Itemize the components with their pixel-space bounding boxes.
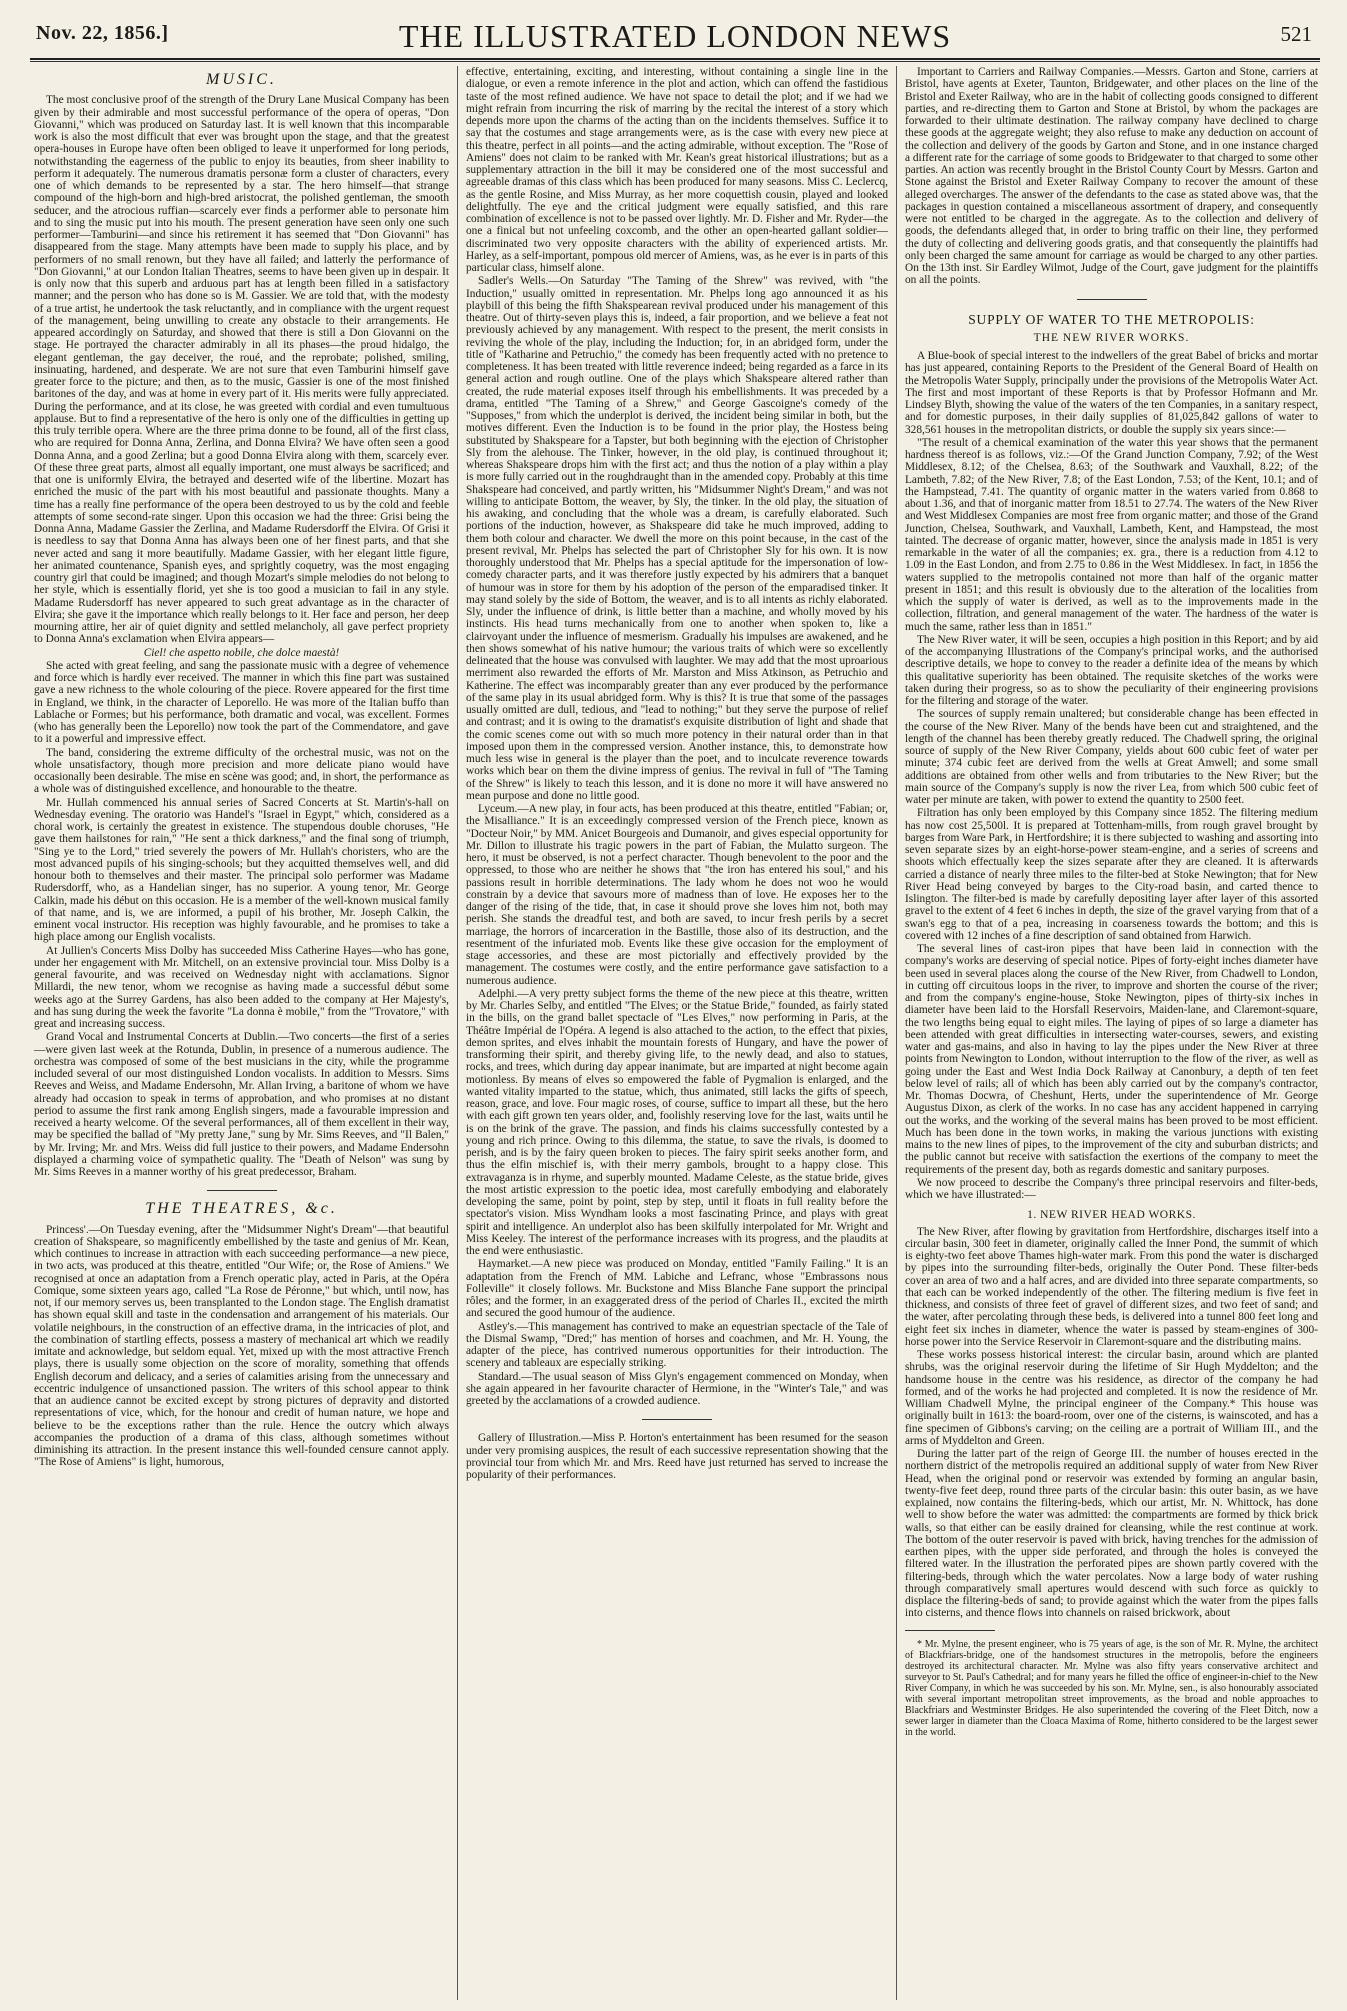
column-rule-2 (896, 66, 897, 2000)
water-heading: SUPPLY OF WATER TO THE METROPOLIS: (968, 311, 1255, 327)
water-paragraph: The New River water, it will be seen, occupies a high position in this Report; and by aid of the accompanying Illustrations of the Company's principal works, and the authorised descriptive details, we hope to convey to the reader a definite idea of the means by which this qualitative superiority has been obtained. The requisite sketches of the works were taken during their progress, so as to show the peculiarity of their engineering provisions for the filtering and storage of the water. (905, 633, 1318, 707)
masthead (30, 12, 1320, 60)
footnote-rule (905, 1630, 995, 1631)
theatres-paragraph: effective, entertaining, exciting, and interesting, without containing a single line in the dialogue, or even a remote inference in the plot and action, which can offend the fastidious taste of the most refined audience. We have not space to detail the plot; and if we had we might refrain from incurring the risk of marring by the recital the interest of a story which depends more upon the charms of the acting than on the incidents themselves. Suffice it to say that the costumes and stage arrangements were, as is the case with every new piece at this theatre, perfect in all points—and the acting admirable, without exception. The "Rose of Amiens" does not claim to be ranked with Mr. Kean's great historical illustrations; but as a supplementary attraction in the bill it may be considered one of the most successful and agreeable dramas of this class which has been produced for many seasons. Miss C. Leclercq, as the gentle Rosine, and Miss Murray, as her more coquettish cousin, played and looked delightfully. The eye and the critical judgment were equally satisfied, and this rare combination of excellence is not to be passed over lightly. Mr. D. Fisher and Mr. Ryder—the one a finical but not unfeeling coxcomb, and the other an open-hearted gallant soldier—discriminated two very opposite characters with the ability of experienced artists. Mr. Harley, as a self-important, pompous old mercer of Amiens, was, as he ever is in parts of this particular class, himself alone. (466, 66, 888, 274)
page-number: 521 (1280, 22, 1312, 46)
theatres-paragraph: Gallery of Illustration.—Miss P. Horton's entertainment has been resumed for the season under very promising auspices, the result of each successive representation showing that the provincial tour from which Mr. and Mrs. Reed have just returned has served to increase the popularity of their performances. (466, 1432, 888, 1481)
theatres-paragraph: Lyceum.—A new play, in four acts, has been produced at this theatre, entitled "Fabian; or, the Misalliance." It is an exceedingly compressed version of the French piece, known as "Docteur Noir," by MM. Anicet Bourgeois and Dumanoir, and gives especial opportunity for Mr. Dillon to illustrate his tragic powers in the part of Fabian, the Mulatto surgeon. The hero, it must be observed, is not a perfect character. Though benevolent to the poor and the oppressed, to those who are neither he shows that "the iron has entered his soul," and his passions result in horrible determinations. The lady whom he does not woo he would constrain by a device that savours more of madness than of love. He exposes her to the danger of the rising of the tide, that, in case it should prove she loves him not, both may perish. She stands the dreadful test, and both are saved, to incur fresh perils by a secret marriage, the horrors of incarceration in the Bastille, those also of its destruction, and the resentment of the infuriated mob. Events like these give occasion for the employment of stage accessories, and these are most pictorially and effectively provided by the management. The costumes were costly, and the entire performance gave satisfaction to a numerous audience. (466, 803, 888, 987)
water-quote: "The result of a chemical examination of the water this year shows that the permanent hardness thereof is as follows, viz.:—Of the Grand Junction Company, 7.92; of the West Middlesex, 8.12; of the Chelsea, 8.63; of the Southwark and Vauxhall, 8.22; of the Lambeth, 7.82; of the New River, 7.8; of the East London, 7.53; of the Kent, 10.1; and of the Hampstead, 7.41. The quantity of organic matter in the waters varied from 0.868 to about 1.36, and that of inorganic matter from 18.51 to 27.74. The waters of the New River and West Middlesex Companies are most free from organic matter; and those of the Grand Junction, Chelsea, Southwark, and Vauxhall, Lambeth, Kent, and Hampstead, the most tainted. The decrease of organic matter, however, since the analysis made in 1851 is very remarkable in the water of all the companies; ex. gra., there is a reduction from 4.12 to 1.09 in the East London, and from 2.75 to 0.86 in the West Middlesex. In fact, in 1856 the waters supplied to the metropolis contained not more than half of the organic matter present in 1851; and this result is obviously due to the alteration of the localities from which the supply of water is derived, as well as to the improvements made in the collection, filtration, and general management of the water. The hardness of the water is much the same, rather less than in 1851." (905, 436, 1318, 633)
theatres-paragraph: Adelphi.—A very pretty subject forms the theme of the new piece at this theatre, written by Mr. Charles Selby, and entitled "The Elves; or the Statue Bride," founded, as fairly stated in the bills, on the grand ballet spectacle of "Les Elves," now performing in Paris, at the Théâtre Impérial de l'Opéra. A legend is also attached to the action, to the effect that pixies, demon sprites, and elves inhabit the mountain forests of Hungary, and have the power of transforming their spirit, and thereby giving life, to the newly dead, and also to statues, rocks, and trees, which during day appear inanimate, but are imparted at night become again motionless. By means of elves so empowered the fable of Pygmalion is enlarged, and the wanted vitality imparted to the statue, which, thus animated, still lacks the gifts of speech, reason, grace, and love. Four magic roses, of course, suffice to impart all these, but the hero with each gift grown ten years older, and, foolishly reserving love for the last, waits until he is on the brink of the grave. The passion, and finds his claims successfully contested by a young and rich prince. Owing to this dilemma, the statue, to save the rivals, is doomed to perish, and is by the fairy queen broken to pieces. The fairy spirit seeks another form, and thus the elfin mischief is, with their merry gambols, brought to a happy close. This extravaganza is in rhyme, and superbly mounted. Madame Celeste, as the statue bride, gives the most artistic expression to the poetic idea, most carefully embodying and elaborately developing the same, point by point, step by step, until it floats in full reality before the spectator's vision. Miss Wyndham looks a most fascinating Prince, and plays with great spirit and intelligence. An underplot also has been skilfully interpolated for Mr. Wright and Miss Keeley. The interest of the performance increases with its progress, and the plaudits at the end were enthusiastic. (466, 987, 888, 1257)
theatres-paragraph: Standard.—The usual season of Miss Glyn's engagement commenced on Monday, when she again appeared in her favourite character of Hermione, in the "Winter's Tale," and was greeted by the acclamations of a crowded audience. (466, 1370, 888, 1407)
column-2 (466, 66, 888, 1996)
section-divider (207, 1190, 277, 1191)
music-paragraph: She acted with great feeling, and sang the passionate music with a degree of vehemence and force which is hardly ever received. The manner in which this fine part was sustained gave a new richness to the whole colouring of the piece. Rovere appeared for the first time in England, we think, in the character of Leporello. He was more of the Italian buffo than Lablache or Formes; but his performance, both dramatic and vocal, was excellent. Formes (who has generally been the Leporello) now took the part of the Commendatore, and gave to it a powerful and impressive effect. (34, 659, 449, 746)
column-rule-1 (457, 66, 458, 2000)
theatres-paragraph: Sadler's Wells.—On Saturday "The Taming of the Shrew" was revived, with "the Induction," usually omitted in representation. Mr. Phelps long ago announced it as his playbill of this being the fifth Shakspearean revival produced under his management of this theatre. Out of thirty-seven plays this is, indeed, a fair proportion, and we believe a feat not previously achieved by any management. With respect to the present, the merit consists in reviving the whole of the play, including the Induction; for, in an abridged form, under the title of "Katharine and Petruchio," the comedy has been frequently acted with no pretence to completeness. It has been treated with little reverence indeed; being regarded as a farce in its general action and rough outline. One of the plays which Shakspeare altered rather than created, the rude material exposes itself through his embellishments. It was preceded by a drama, entitled "The Taming of a Shrew," and George Gascoigne's comedy of the "Supposes," from which the underplot is derived, the incident being similar in both, but the motives different. Even the Induction is to be found in the prior play, the Hostess being substituted by Shakspeare for a Tapster, but both beginning with the ejection of Christopher Sly from the alehouse. The Tinker, however, in the old play, is continued throughout it; whereas Shakspeare drops him with the first act; and thus the notion of a play within a play is more fully carried out in the roughdraught than in the amended copy. Probably at this time Shakspeare had conceived, and partly written, his "Midsummer Night's Dream," and was not willing to anticipate Bottom, the weaver, by Sly, the tinker. In the old play, the situation of his awaking, and concluding that the whole was a dream, is carefully elaborated. Such portions of the induction, however, as Shakspeare did take he much improved, adding to them both colour and character. We dwell the more on this point because, in the cast of the present revival, Mr. Phelps has selected the part of Christopher Sly for his own. It is now thoroughly understood that Mr. Phelps has a special aptitude for the impersonation of low-comedy character parts, and it was therefore justly expected by his admirers that a banquet of humour was in store for them by his adoption of the person of the emparadised tinker. It may stand solely by the side of Bottom, the weaver, and is to all intents as richly elaborated. Sly, under the influence of drink, is little better than a machine, and wholly moved by his instincts. His head turns mechanically from one to another when spoken to, like a clairvoyant under the influence of mesmerism. Gradually his impulses are awakened, and he then shows somewhat of his native humour; the various traits of which were so excellently delineated that the house was convulsed with laughter. We may add that the most uproarious merriment also rewarded the efforts of Mr. Marston and Miss Atkinson, as Petruchio and Katherine. The effect was incomparably greater than any ever produced by the performance of the same play in its usual abridged form. Why is this? It is true that some of the passages usually omitted are dull, tedious, and "lead to nothing;" but they serve the purpose of relief and contrast; and it is owing to the dramatist's exquisite distribution of light and shade that the comic scenes come out with so much more potency in their natural order than in that imposed upon them in the compressed version. Another instance, this, to demonstrate how much less wise in general is the player than the poet, and to inculcate reverence towards works which bear on them the divine impress of genius. The revival in full of "The Taming of the Shrew" is likely to teach this lesson, and it is done no more it will have answered no mean purpose and done no little good. (466, 275, 888, 802)
music-paragraph: The band, considering the extreme difficulty of the orchestral music, was not on the whole unsatisfactory, though more precision and more delicate piano would have occasionally been desirable. The mise en scène was good; and, in short, the performance as a whole was of distinguished excellence, and honourable to the theatre. (34, 746, 449, 796)
theatres-heading: THE THEATRES, &c. (145, 1200, 338, 1218)
water-paragraph: The New River, after flowing by gravitation from Hertfordshire, discharges itself into a circular basin, 300 feet in diameter, originally called the Inner Pond, the summit of which is eighty-two feet above Thames high-water mark. From this pond the water is discharged by pipes into the surrounding filter-beds, originally the Outer Pond. These filter-beds cover an area of two and a half acres, and are divided into three separate compartments, so that each can be worked independently of the other. The filtering medium is five feet in thickness, and consists of three feet of gravel of different sizes, and two feet of sand; and the water, after percolating through these beds, is delivered into a tunnel 800 feet long and eight feet six inches in diameter, whence the water is passed by steam-engines of 300-horse power into the Service Reservoir in Claremont-square and the distributing mains. (905, 1225, 1318, 1348)
notice-paragraph: Important to Carriers and Railway Companies.—Messrs. Garton and Stone, carriers at Bristol, have agents at Exeter, Taunton, Bridgewater, and other places on the line of the Bristol and Exeter Railway, who are in the habit of collecting goods consigned to different parties, and re-directing them to Garton and Stone at Bristol, by whom the packages are forwarded to their ultimate destination. The railway company have declined to charge these goods at the aggregate weight; they also refuse to make any deduction on account of the collection and delivery of the goods by Garton and Stone, and in one instance charged a different rate for the carriage of some goods to Bridgewater to that charged to some other parties. An action was recently brought in the Bristol County Court by Messrs. Garton and Stone against the Bristol and Exeter Railway Company to recover the amount of these alleged overcharges. The answer of the defendants to the case as stated above was, that the packages in question contained a miscellaneous assortment of drapery, and consequently were not entitled to be charged in the aggregate. As to the collection and delivery of goods, the defendants alleged that, in order to bring traffic on their line, they performed the duty of collecting and delivering goods gratis, and that consequently the plaintiffs had only been charged the same amount for carriage as would be charged to any other parties. On the 13th inst. Sir Eardley Wilmot, Judge of the Court, gave judgment for the plaintiffs on all the points. (905, 66, 1318, 287)
water-paragraph: The several lines of cast-iron pipes that have been laid in connection with the company's works are deserving of special notice. Pipes of forty-eight inches diameter have been used in several places along the course of the New River, from Chadwell to London, in cutting off circuitous loops in the river, to improve and shorten the course of the river; and from the company's engine-house, Stoke Newington, pipes of thirty-six inches in diameter have been laid to the Horsfall Reservoirs, Maiden-lane, and Claremont-square, the two lengths being equal to eight miles. The laying of pipes of so large a diameter has been attended with great difficulties in intersecting water-courses, sewers, and existing water and gas-mains, and also in having to lay the pipes under the New River at three points from Newington to London, without interruption to the flow of the river, as well as going under the East and West India Dock Railway at Canonbury, a depth of ten feet below level of rails; all of which has been ably carried out by the company's contractor, Mr. Thomas Docwra, of Cheshunt, Herts, under the superintendence of Mr. George Augustus Dixon, as clerk of the works. In no case has any accident happened in carrying out the works, and the working of the several mains has been proved to be most efficient. Much has been done in the town works, in making the various junctions with existing mains to the new lines of pipes, to the improvement of the city and suburban districts; and the public cannot but receive with satisfaction the exertions of the company to meet the requirements of the present day, both as regards domestic and sanitary purposes. (905, 943, 1318, 1176)
music-paragraph: Mr. Hullah commenced his annual series of Sacred Concerts at St. Martin's-hall on Wednesday evening. The oratorio was Handel's "Israel in Egypt," which, considered as a choral work, is certainly the greatest in existence. The stupendous double choruses, "He gave them hailstones for rain," "He sent a thick darkness," and the final song of triumph, "Sing ye to the Lord," tried severely the powers of Mr. Hullah's choristers, who are the most advanced pupils of his singing-schools; but they acquitted themselves well, and did honour both to themselves and their master. The principal solo performer was Madame Rudersdorff, who, as a Handelian singer, has no superior. A young tenor, Mr. George Calkin, made his début on this occasion. He is a member of the well-known musical family of that name, and is, we are informed, a pupil of his brother, Mr. Joseph Calkin, the eminent vocal instructor. His reception was highly favourable, and he promises to take a high place among our English vocalists. (34, 796, 449, 944)
issue-date: Nov. 22, 1856.] (36, 22, 169, 44)
theatres-paragraph: Princess'.—On Tuesday evening, after the "Midsummer Night's Dream"—that beautiful creation of Shakspeare, so magnificently embellished by the taste and genius of Mr. Kean, which continues to increase in attraction with each succeeding performance—a new piece, in two acts, was produced at this theatre, entitled "Our Wife; or, the Rose of Amiens." We recognised at once an adaptation from a French operatic play, acted in Paris, at the Opéra Comique, some sixteen years ago, called "La Rose de Péronne," but which, until now, has not, if our memory serves us, been transplanted to the London stage. The English dramatist has shown equal skill and taste in the condensation and arrangement of his materials. Our volatile neighbours, in the construction of an effective drama, in the intricacies of plot, and the combination of startling effects, possess a mastery of mechanical art which we readily imitate and acknowledge, but seldom equal. Yet, mixed up with the most attractive French plays, there is usually some objection on the score of morality, something that offends English decorum and delicacy, and a series of calamities arising from the unnecessary and eccentric indulgence of unsanctioned passion. The writers of this school appear to think that an audience cannot be excited except by strong pictures of depravity and distorted representations of vice, which, for the honour and credit of human nature, we hope and believe to be the exceptions rather than the rule. Hence the outcry which always accompanies the production of a drama of this class, although sometimes without diminishing its attraction. In the present instance this well-founded censure cannot apply. "The Rose of Amiens" is light, humorous, (34, 1223, 449, 1469)
water-paragraph: These works possess historical interest: the circular basin, around which are planted shrubs, was the original reservoir during the lifetime of Sir Hugh Myddelton; and the handsome house in the centre was his residence, as director of the company he had formed, and of the works he had projected and completed. It is now the residence of Mr. William Chadwell Mylne, the principal engineer of the Company.* This house was originally built in 1613: the board-room, over one of the cisterns, is wainscoted, and has a fine specimen of Gibbons's carving; on the ceiling are a portrait of William III., and the arms of Myddelton and Green. (905, 1349, 1318, 1447)
music-quote: Ciel! che aspetto nobile, che dolce maestà! (143, 646, 340, 659)
water-paragraph: Filtration has only been employed by this Company since 1852. The filtering medium has now cost 25,500l. It is prepared at Tottenham-mills, from rough gravel brought by barges from Ware Park, in Hertfordshire; it is there subjected to washing and assorting into seven separate sizes by an eight-horse-power steam-engine, and a series of screens and shoots which effectually keep the sizes separate after they are cleaned. It is afterwards carried a distance of nearly three miles to the filter-bed at Stoke Newington; that for New River Head being conveyed by barges to the City-road basin, and carted thence to Islington. The filter-bed is made by carefully depositing layer after layer of this assorted gravel to the extent of 4 feet 6 inches in depth, the size of the gravel varying from that of a swan's egg to that of a pea, increasing in coarseness towards the bottom; and this is covered with 12 inches of a fine description of sand obtained from Harwich. (905, 807, 1318, 942)
water-paragraph: A Blue-book of special interest to the indwellers of the great Babel of bricks and mortar has just appeared, containing Reports to the President of the General Board of Health on the Metropolis Water Supply, principally under the provisions of the Metropolis Water Act. The first and most important of these Reports is that by Professor Hofmann and Mr. Lindsey Blyth, showing the value of the waters of the ten Companies, in a sanitary respect, and for domestic purposes, in their daily supplies of 81,025,842 gallons of water to 328,561 houses in the metropolitan districts, or double the supply six years since:— (905, 350, 1318, 436)
water-paragraph: The sources of supply remain unaltered; but considerable change has been effected in the course of the New River. Many of the bends have been cut and straightened, and the length of the channel has been thereby greatly reduced. The Chadwell spring, the original source of supply of the New River Company, yields about 600 cubic feet of water per minute; 374 cubic feet are derived from the wells at Great Amwell; and some small additions are obtained from other wells and from tributaries to the New River; but the main source of the Company's supply is now the river Lea, from which 500 cubic feet of water per minute are taken, with power to extend the quantity to 2500 feet. (905, 708, 1318, 806)
footnote: * Mr. Mylne, the present engineer, who is 75 years of age, is the son of Mr. R. Mylne, the architect of Blackfriars-bridge, one of the handsomest structures in the metropolis, before the engineers destroyed its architectural character. Mr. Mylne was also fifty years conservative architect and surveyor to St. Paul's Cathedral; and for many years he filled the office of engineer-in-chief to the New River Company, in which he was succeeded by his son. Mr. Mylne, sen., is also honourably associated with several important metropolitan street improvements, as the broad and noble approaches to Blackfriars and Westminster Bridges. He also superintended the covering of the Fleet Ditch, now a sewer larger in diameter than the Cloaca Maxima of Rome, hitherto considered to be the largest sewer in the world. (905, 1638, 1318, 1738)
music-heading: MUSIC. (206, 71, 277, 88)
music-paragraph: The most conclusive proof of the strength of the Drury Lane Musical Company has been given by their admirable and most successful performance of the opera of operas, "Don Giovanni," which was produced on Saturday last. It is well known that this incomparable work is also the most difficult that ever was brought upon the stage, and that the greatest opera-houses in Europe have often been obliged to leave it unperformed for long periods, notwithstanding the eagerness of the public to enjoy its beauties, from sheer inability to perform it adequately. The numerous dramatis personæ form a cluster of characters, every one of which demands to be represented by a star. The hero himself—that strange compound of the high-born and high-bred aristocrat, the polished gentleman, the smooth seducer, and the atrocious ruffian—scarcely ever finds a performer able to personate him and to sing the music put into his mouth. The present generation have seen only one such performer—Tamburini—and since his retirement it has seemed that "Don Giovanni" has disappeared from the stage. Many attempts have been made to supply his place, and by performers of no small renown, but they have all failed; and latterly the performance of "Don Giovanni," at our London Italian Theatres, seems to have been given up in despair. It is only now that this superb and arduous part has at length been filled in a satisfactory manner; and the person who has done so is M. Gassier. We are told that, with the modesty of a true artist, he undertook the task reluctantly, and in compliance with the urgent request of the management, being unwilling to create any obstacle to their arrangements. He appeared accordingly on Saturday, and showed that there is still a Don Giovanni on the stage. He portrayed the character admirably in all its phases—the proud hidalgo, the elegant gentleman, the gay deceiver, the roué, and the reprobate; polished, smiling, insinuating, hardened, and desperate. We are not sure that even Tamburini himself gave greater force to the picture; and then, as to the music, Gassier is one of the most finished baritones of the day, and was at home in every part of it. His merits were fully appreciated. During the performance, and at its close, he was greeted with cordial and even tumultuous applause. But to find a representative of the hero is only one of the difficulties in getting up this truly terrible opera. Where are the three prima donne to be found, all of the first class, who are required for Donna Anna, Zerlina, and Donna Elvira? We have often seen a good Donna Anna, and a good Zerlina; but a good Donna Elvira along with them, scarcely ever. Of these three great parts, almost all equally important, one must always be sacrificed; and that one is uniformly Elvira, the betrayed and deserted wife of the libertine. Mozart has enriched the music of the part with his most beautiful and passionate thoughts. Many a time has a really fine performance of the opera been destroyed to us by the cold and feeble attempts of some second-rate singer. Upon this occasion we had the three: Grisi being the Donna Anna, Madame Gassier the Zerlina, and Madame Rudersdorff the Elvira. Of Grisi it is needless to say that Donna Anna has always been one of her finest parts, and that she never acted and sang it more beautifully. Madame Gassier, with her elegant little figure, her animated countenance, Spanish eyes, and sprightly coquetry, was the most engaging country girl that could be imagined; and though Mozart's simple melodies do not belong to her style, which is essentially florid, yet she is too good a musician to fail in any style. Madame Rudersdorff has never appeared to such great advantage as in the character of Elvira; she gave it the importance which really belongs to it. Her face and person, her deep mourning attire, her air of quiet dignity and settled melancholy, all gave perfect propriety to Donna Anna's exclamation when Elvira appears— (34, 94, 449, 646)
music-paragraph: Grand Vocal and Instrumental Concerts at Dublin.—Two concerts—the first of a series—were given last week at the Rotunda, Dublin, in presence of a numerous audience. The orchestra was composed of some of the best musicians in the city, while the programme included several of our most distinguished London vocalists. In addition to Messrs. Sims Reeves and Weiss, and Madame Endersohn, Mr. Allan Irving, a baritone of whom we have already had occasion to speak in terms of approbation, and who promises at no distant period to assume the first rank among English singers, made a favourable impression and received a hearty welcome. Of the several performances, all of them excellent in their way, may be specified the ballad of "My pretty Jane," sung by Mr. Sims Reeves, and "Il Balen," by Mr. Irving; Mr. and Mrs. Weiss did full justice to their powers, and Madame Endersohn displayed a charming voice of sympathetic quality. The "Death of Nelson" was sung by Mr. Sims Reeves in a manner worthy of his great predecessor, Braham. (34, 1031, 449, 1178)
water-paragraph: We now proceed to describe the Company's three principal reservoirs and filter-beds, which we have illustrated:— (905, 1176, 1318, 1201)
column-1 (34, 66, 449, 1996)
water-paragraph: During the latter part of the reign of George III. the number of houses erected in the northern district of the metropolis required an additional supply of water from New River Head, when the original pond or reservoir was extended by forming an angular basin, twenty-five feet deep, round three parts of the circular basin: this outer basin, as we have explained, now contains the filtering-beds, which our artist, Mr. N. Whittock, has done well to show before the water was admitted: the compartments are formed by thick brick walls, so that either can be easily drained for cleansing, while the rest continue at work. The bottom of the outer reservoir is paved with brick, having trenches for the admission of earthen pipes, with the upper side perforated, and through the holes is conveyed the filtered water. In the illustration the perforated pipes are shown partly covered with the filtering-beds, through which the water percolates. Now a large body of water rushing through comparatively small apertures would descend with such force as quickly to displace the filtering-beds of sand; to provide against which the water from the pipes falls into cisterns, and thence flows into channels on raised brickwork, about (905, 1448, 1318, 1620)
column-3 (905, 66, 1318, 1996)
masthead-rule (30, 61, 1320, 62)
theatres-paragraph: Haymarket.—A new piece was produced on Monday, entitled "Family Failing." It is an adaptation from the French of MM. Labiche and Lefranc, whose "Embrassons nous Folleville" it closely follows. Mr. Buckstone and Miss Blanche Fane support the principal rôles; and the former, in an exaggerated dress of the period of Charles II., excited the mirth and secured the good humour of the audience. (466, 1258, 888, 1320)
section-divider (642, 1419, 712, 1420)
theatres-paragraph: Astley's.—This management has contrived to make an equestrian spectacle of the Tale of the Dismal Swamp, "Dred;" has mention of horses and coachmen, and Mr. H. Young, the adapter of the piece, has contrived numerous opportunities for their introduction. The scenery and tableaux are especially striking. (466, 1320, 888, 1370)
music-paragraph: At Jullien's Concerts Miss Dolby has succeeded Miss Catherine Hayes—who has gone, under her engagement with Mr. Mitchell, on an extensive provincial tour. Miss Dolby is a general favourite, and was received on Wednesday night with acclamations. Signor Millardi, the new tenor, whom we recognise as having made a successful début some weeks ago at the Surrey Gardens, has also been added to the company at Her Majesty's, and has sung during the week the favorite "La donna è mobile," from the "Trovatore," with great and increasing success. (34, 944, 449, 1030)
newspaper-title: THE ILLUSTRATED LONDON NEWS (398, 18, 952, 54)
section-divider (1077, 299, 1147, 300)
water-subheading: THE NEW RIVER WORKS. (1033, 331, 1190, 344)
section-heading: 1. NEW RIVER HEAD WORKS. (1027, 1209, 1196, 1222)
